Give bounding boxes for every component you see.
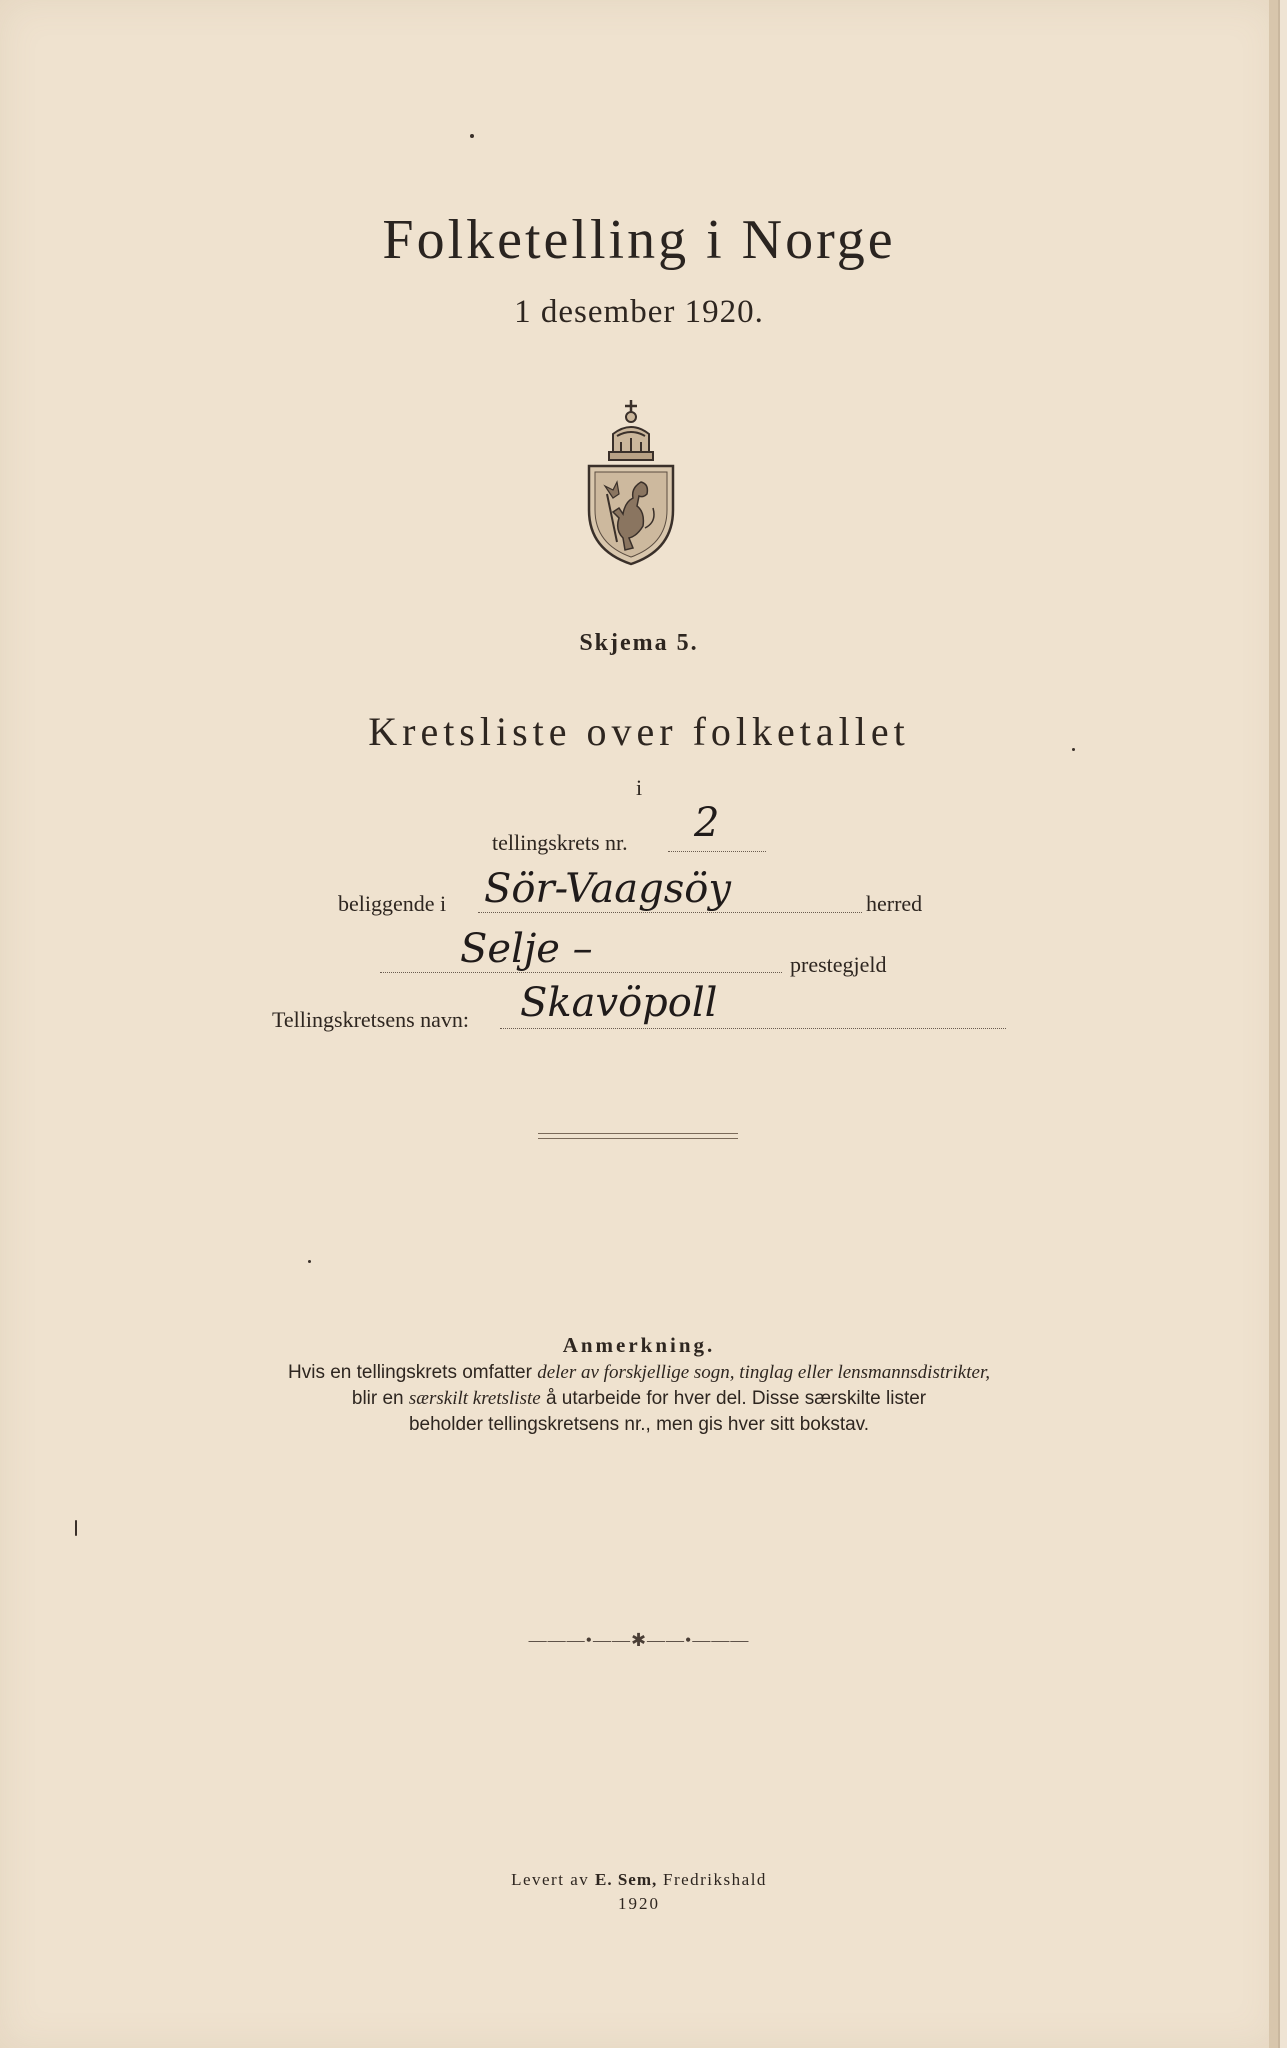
print-year: 1920 [618, 1894, 660, 1913]
paper-mark [75, 1520, 77, 1536]
note-line-1-emphasis: deler av forskjellige sogn, tinglag eller lensmannsdistrikter, [537, 1362, 990, 1383]
note-heading: Anmerkning. [562, 1333, 716, 1357]
printer-place: Fredrikshald [657, 1870, 767, 1889]
navn-line [500, 1028, 1006, 1029]
note-line-2-text-b: å utarbeide for hver del. Disse særskilte lister [540, 1388, 927, 1409]
note-line-1 [0, 1362, 1278, 1384]
section-divider [538, 1133, 738, 1139]
paper-speck [308, 1260, 311, 1263]
printer-prefix: Levert av [511, 1870, 595, 1889]
prestegjeld-label: prestegjeld [790, 952, 887, 977]
paper-speck [470, 134, 474, 138]
tellingskrets-value: 2 [694, 800, 720, 846]
ornament-divider: ———•——✱——•——— [528, 1630, 750, 1650]
note-line-3: beholder tellingskretsens nr., men gis hver sitt bokstav. [408, 1414, 870, 1435]
herred-label: herred [866, 891, 923, 916]
note-line-2-emphasis: særskilt kretsliste [408, 1388, 541, 1409]
navn-value: Skavöpoll [520, 980, 718, 1026]
prestegjeld-line [380, 972, 782, 973]
paper-speck [1072, 748, 1075, 751]
document-title: Folketelling i Norge [382, 209, 896, 271]
form-title: Kretsliste over folketallet [368, 709, 910, 754]
norwegian-coat-of-arms-icon [583, 390, 679, 566]
beliggende-label: beliggende i [338, 891, 447, 916]
schema-number: Skjema 5. [579, 630, 699, 656]
herred-value: Sör-Vaagsöy [484, 866, 731, 912]
prestegjeld-value: Selje – [460, 926, 593, 972]
tellingskrets-line [668, 851, 766, 852]
note-line-2 [0, 1388, 1278, 1410]
navn-label: Tellingskretsens navn: [272, 1007, 470, 1032]
printer-credit [0, 1870, 1278, 1890]
note-line-1-text: Hvis en tellingskrets omfatter [288, 1362, 538, 1383]
document-date: 1 desember 1920. [514, 294, 764, 330]
herred-line [478, 912, 862, 913]
tellingskrets-label: tellingskrets nr. [492, 830, 628, 855]
connector-i: i [635, 775, 643, 800]
printer-name: E. Sem, [594, 1870, 658, 1889]
note-line-2-text-a: blir en [351, 1388, 409, 1409]
